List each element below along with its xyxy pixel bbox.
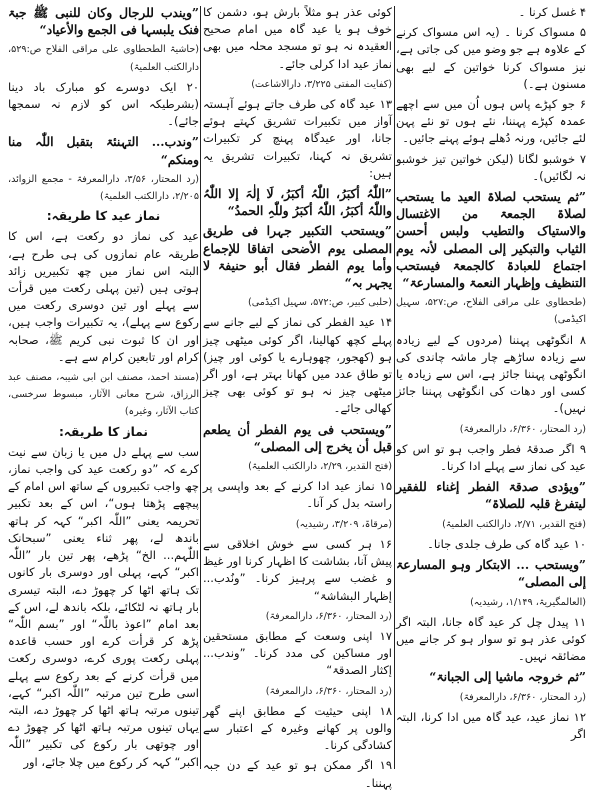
citation: (فتح القدیر، ۲/۲۹، دارالکتب العلمیۃ) [248,461,392,473]
paragraph: ۷ خوشبو لگانا (لیکن خواتین تیز خوشبو نہ لگائیں)۔ [396,151,586,183]
section-heading: نماز کا طریقہ: [59,424,148,439]
citation: (مسند احمد، مصنف ابن ابی شیبہ، مصنف عبد الرزاق، شرح معانی الآثار، مبسوط سرخسی، کتاب الآثار، وغیرہ) [8,372,199,418]
citation: (حلبی کبیر، ص:۵۷۲، سہیل اکیڈمی) [248,297,392,309]
arabic-quote: ”اللّٰہُ أکبَرُ، اللّٰہُ أکبَرُ، لَا إلٰہَ إلا اللّٰہُ واللّٰہُ أکبَرُ، اللّٰہُ أکبَرُ وللّٰہِ الحمدُ“ [203,186,392,219]
citation: (رد المحتار، ۶/۳۶۰، دارالمعرفۃ) [265,685,392,697]
paragraph: ۵ مسواک کرنا ۔ (یہ اس مسواک کرنے کے علاوہ ہے جو وضو میں کی جاتی ہے، نیز مسواک کرنا خواتین کے لیے بھی مسنون ہے۔) [396,25,586,91]
arabic-quote: ”ثم خروجہ ماشیا إلی الجبانۃ“ [429,669,586,685]
citation: (طحطاوی علی مراقی الفلاح، ص:۵۲۷، سہیل اکیڈمی) [396,297,586,326]
citation: (العالمگیریۃ، ۱/۱۴۹، رشیدیہ) [470,596,586,608]
paragraph: ۴ غسل کرنا ۔ [518,5,586,19]
paragraph: ۱۵ نماز عید ادا کرنے کے بعد واپسی پر راستہ بدل کر آنا۔ [203,479,392,511]
paragraph: کوئی عذر ہو مثلاً بارش ہو، دشمن کا خوف ہو یا عید گاہ میں امام صحیح العقیدہ نہ ہو تو مسجد محلہ میں بھی نماز عید ادا کرلی جائے۔ [203,5,392,71]
paragraph: ۱۹ اگر ممکن ہو تو عید کے دن جبہ پہننا۔ [203,758,392,790]
paragraph: سب سے پہلے دل میں یا زبان سے نیت کرے کہ ”دو رکعت عید کی واجب نماز، چھ واجب تکبیروں کے ساتھ اس امام کے پیچھے پڑھتا ہوں“، اس کے بعد تکبیر تحریمہ یعنی ”اللّٰہ اکبر“ کہہ کر ہاتھ باندھ لے، پھر ثناء یعنی ”سبحانک اللّٰہم... الخ“ پڑھے، پھر تین بار ”اللّٰہ اکبر“ کہے، پہلی اور دوسری بار کانوں تک ہاتھ اٹھا کر چھوڑ دے، البتہ تیسری بار ہاتھ نہ لٹکائے، بلکہ باندھ لے، اس کے بعد امام ”اعوذ باللّٰہ“ اور ”بسم اللّٰہ“ پڑھ کر قرأت کرے اور حسب قاعدہ پہلی رکعت پوری کرے، دوسری رکعت میں قرأت کرنے کے بعد رکوع سے پہلے اسی طرح تین مرتبہ ”اللّٰہ اکبر“ کہے، تینوں مرتبہ ہاتھ اٹھا کر چھوڑ دے، البتہ یہاں تینوں مرتبہ ہاتھ اٹھا کر چھوڑ دے اور چوتھی بار رکوع کی تکبیر ”اللّٰہ اکبر“ کہہ کر رکوع میں چلا جائے، اور [8,444,199,769]
arabic-quote: ”ویستحب التکبیر جہرا فی طریق المصلی یوم الأضحی اتفاقا للإجماع وأما یوم الفطر فقال أبو حنیفۃ لا یجہر بہ“ [203,223,392,291]
middle-column [203,4,392,790]
paragraph: عید کی نماز دو رکعت ہے، اس کا طریقہ عام نمازوں کی ہی طرح ہے، البتہ اس نماز میں چھ تکبیریں زائد ہوتی ہیں (تین پہلی رکعت میں قرأت سے پہلے اور تین دوسری رکعت میں رکوع سے پہلے)، یہ تکبیرات واجب ہیں، اور ان کا ثبوت نبی کریم ﷺ، صحابہ کرام اور تابعین کرام سے ہے۔ [8,229,199,364]
paragraph: ۱۸ اپنی حیثیت کے مطابق اپنے گھر والوں پر کھانے وغیرہ کے اعتبار سے کشادگی کرنا۔ [203,703,392,753]
citation: (رد المحتار، ۶/۳۶۰، دارالمعرفۃ) [459,423,586,435]
citation: (رد المحتار، ۶/۳۶۰، دارالمعرفۃ) [265,610,392,622]
section-heading: نماز عید کا طریقہ: [46,209,161,224]
citation: (فتح القدیر، ۲/۷۱، دارالکتب العلمیۃ) [442,518,586,530]
right-column [396,4,586,771]
citation: (حاشیۃ الطحطاوی علی مراقی الفلاح ص:۵۲۹، دارالکتب العلمیۃ) [8,44,199,73]
paragraph: ۱۰ عید گاہ کی طرف جلدی جانا۔ [427,536,586,551]
paragraph: ۱۷ اپنی وسعت کے مطابق مستحقین اور مساکین کی مدد کرنا۔ ”وندب... إکثار الصدقۃ“ [203,628,392,678]
left-column [8,4,199,771]
column-divider [200,6,201,769]
arabic-quote: ”ویندب للرجال وکان للنبی ﷺ جبۃ فنک یلبسہا فی الجمع والأعیاد“ [8,5,199,38]
paragraph: ۱۱ پیدل چل کر عید گاہ جانا، البتہ اگر کوئی عذر ہو تو سوار ہو کر جانے میں مضائقہ نہیں۔ [396,614,586,664]
paragraph: ۲۰ ایک دوسرے کو مبارک باد دینا (بشرطیکہ اس کو لازم نہ سمجھا جائے)۔ [8,79,199,129]
arabic-quote: ”ثم یستحب لصلاۃ العید ما یستحب لصلاۃ الجمعۃ من الاغتسال والاستیاک والتطیب ولبس أحسن الثیاب والتبکیر إلی المصلی لأنہ یوم اجتماع للعبادۃ کالجمعۃ فیستحب التنظیف وإظہار النعمۃ والمسارعۃ“ [396,189,586,291]
paragraph: ۹ اگر صدقۂ فطر واجب ہو تو اس کو عید کی نماز سے پہلے ادا کرنا۔ [396,441,586,474]
arabic-quote: ”ویستحب ... الابتکار وہو المسارعۃ إلی المصلی“ [396,557,586,590]
paragraph: ۸ انگوٹھی پہننا (مردوں کے لیے زیادہ سے زیادہ ساڑھے چار ماشہ چاندی کی انگوٹھی پہننا جائز ہے، اس سے زیادہ یا کسی اور دھات کی انگوٹھی پہننا جائز نہیں)۔ [396,332,586,416]
citation: (کفایت المفتی ۳/۲۲۵، دارالاشاعت) [251,78,392,90]
paragraph: ۱۳ عید گاہ کی طرف جاتے ہوئے آہستہ آواز میں تکبیرات تشریق کہتے ہوئے جانا، اور عیدگاہ پہنچ کر تکبیرات تشریق نہ کہنا، تکبیرات تشریق یہ ہیں: [203,97,392,180]
column-divider [394,6,395,769]
arabic-quote: ”ویؤدی صدقۃ الفطر إغناء للفقیر لیتفرغ قلبہ للصلاۃ“ [396,479,586,512]
paragraph: ۱۴ عید الفطر کی نماز کے لیے جانے سے پہلے کچھ کھالینا، اگر کوئی میٹھی چیز ہو (کھجور، چھوہارے یا کوئی اور چیز) تو طاق عدد میں کھانا بہتر ہے، اور اگر میٹھی چیز نہ ہو تو کوئی بھی چیز کھالی جائے۔ [203,315,392,416]
citation: (رد المحتار، ۳/۵۶، دارالمعرفۃ - مجمع الزوائد، ۲/۲۰۵، دارالکتب العلمیۃ) [8,173,200,203]
arabic-quote: ”وندب... التہنئۃ بتقبل اللّٰہ منا ومنکم“ [8,134,199,167]
paragraph: ۱۲ نماز عید، عید گاہ میں ادا کرنا، البتہ اگر [396,709,586,741]
arabic-quote: ”ویستحب فی یوم الفطر أن یطعم قبل أن یخرج إلی المصلی“ [203,421,392,454]
citation: (رد المحتار، ۶/۳۶۰، دارالمعرفۃ) [459,691,586,703]
paragraph: ۱۶ ہر کسی سے خوش اخلاقی سے پیش آنا، بشاشت کا اظہار کرنا اور غیظ و غضب سے پرہیز کرنا۔ ”ونُدب... إظہار البشاشۃ“ [203,536,392,603]
citation: (مرقاۃ، ۳/۲۰۹، رشیدیہ) [295,518,392,530]
paragraph: ۶ جو کپڑے پاس ہوں اُن میں سے اچھے عمدہ کپڑے پہننا، نئے ہوں تو نئے پہن لئے جائیں، ورنہ دُھلے ہوئے پہنے جائیں۔ [396,97,586,146]
